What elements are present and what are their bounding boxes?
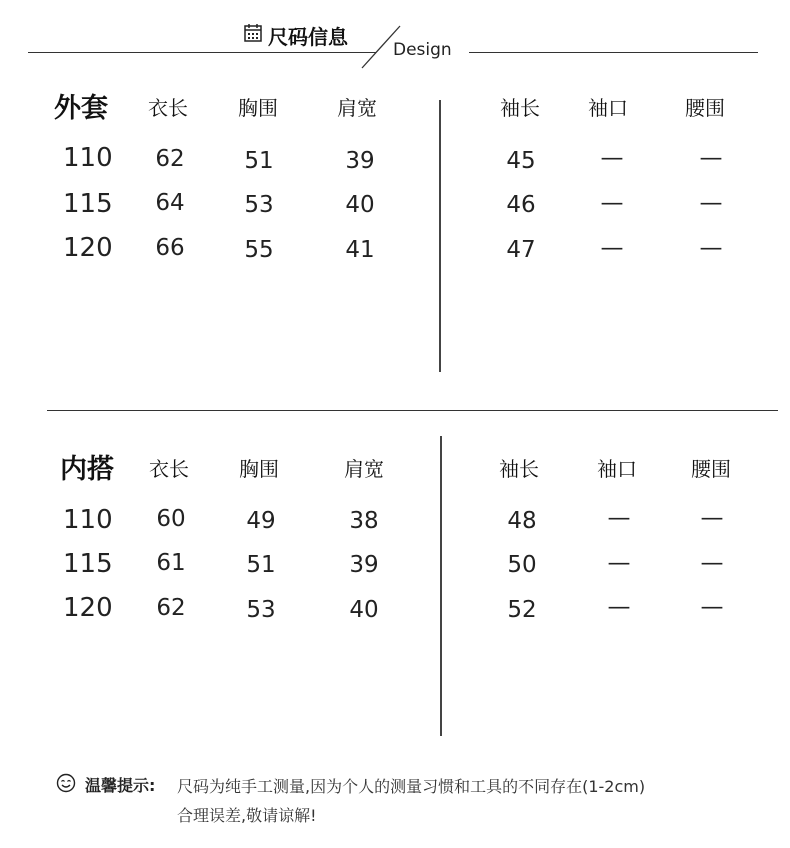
column-header: 衣长 (149, 457, 189, 481)
size-label: 115 (63, 189, 113, 219)
column-header: 腰围 (691, 457, 731, 481)
table-cell: 64 (155, 190, 185, 216)
table-cell: 62 (155, 146, 185, 172)
table-cell: — (700, 550, 724, 576)
table-cell: — (699, 145, 723, 171)
table-cell: 50 (507, 552, 537, 578)
table-cell: 53 (244, 192, 274, 218)
table-cell: 51 (246, 552, 276, 578)
column-divider (439, 100, 441, 372)
page-title: 尺码信息 (268, 25, 348, 49)
column-header: 胸围 (239, 457, 279, 481)
column-header: 袖长 (500, 96, 540, 120)
note-line-2: 合理误差,敬请谅解! (177, 806, 317, 825)
size-label: 120 (63, 233, 113, 263)
table-cell: 53 (246, 597, 276, 623)
table-cell: — (700, 505, 724, 531)
table-cell: — (600, 190, 624, 216)
table-cell: 39 (349, 552, 379, 578)
table-cell: 45 (506, 148, 536, 174)
design-label: Design (393, 40, 452, 60)
table-cell: 40 (349, 597, 379, 623)
header-rule-right (469, 52, 758, 53)
section-label: 外套 (54, 93, 108, 124)
table-cell: 46 (506, 192, 536, 218)
table-cell: 38 (349, 508, 379, 534)
size-label: 120 (63, 593, 113, 623)
column-header: 袖口 (597, 457, 637, 481)
column-header: 袖口 (588, 96, 628, 120)
table-cell: 51 (244, 148, 274, 174)
table-cell: 49 (246, 508, 276, 534)
table-cell: 55 (244, 237, 274, 263)
table-cell: 40 (345, 192, 375, 218)
table-cell: 52 (507, 597, 537, 623)
column-header: 胸围 (238, 96, 278, 120)
table-cell: 62 (156, 595, 186, 621)
table-cell: — (607, 594, 631, 620)
column-header: 袖长 (499, 457, 539, 481)
column-header: 肩宽 (344, 457, 384, 481)
table-cell: 66 (155, 235, 185, 261)
column-divider (440, 436, 442, 736)
smiley-icon (56, 773, 76, 797)
table-cell: 48 (507, 508, 537, 534)
table-cell: — (699, 235, 723, 261)
table-cell: — (700, 594, 724, 620)
table-cell: — (600, 235, 624, 261)
table-cell: 61 (156, 550, 186, 576)
column-header: 腰围 (685, 96, 725, 120)
table-cell: — (607, 505, 631, 531)
table-cell: 41 (345, 237, 375, 263)
table-cell: 60 (156, 506, 186, 532)
note-label: 温馨提示: (85, 776, 156, 795)
header-rule-left (28, 52, 376, 53)
note-line-1: 尺码为纯手工测量,因为个人的测量习惯和工具的不同存在(1-2cm) (177, 777, 646, 796)
table-cell: — (600, 145, 624, 171)
table-cell: 47 (506, 237, 536, 263)
table-cell: 39 (345, 148, 375, 174)
table-cell: — (607, 550, 631, 576)
size-label: 110 (63, 143, 113, 173)
size-label: 110 (63, 505, 113, 535)
column-header: 衣长 (148, 96, 188, 120)
calendar-grid-icon (244, 24, 262, 46)
section-label: 内搭 (60, 454, 114, 485)
table-cell: — (699, 190, 723, 216)
column-header: 肩宽 (337, 96, 377, 120)
size-label: 115 (63, 549, 113, 579)
section-divider (47, 410, 778, 411)
